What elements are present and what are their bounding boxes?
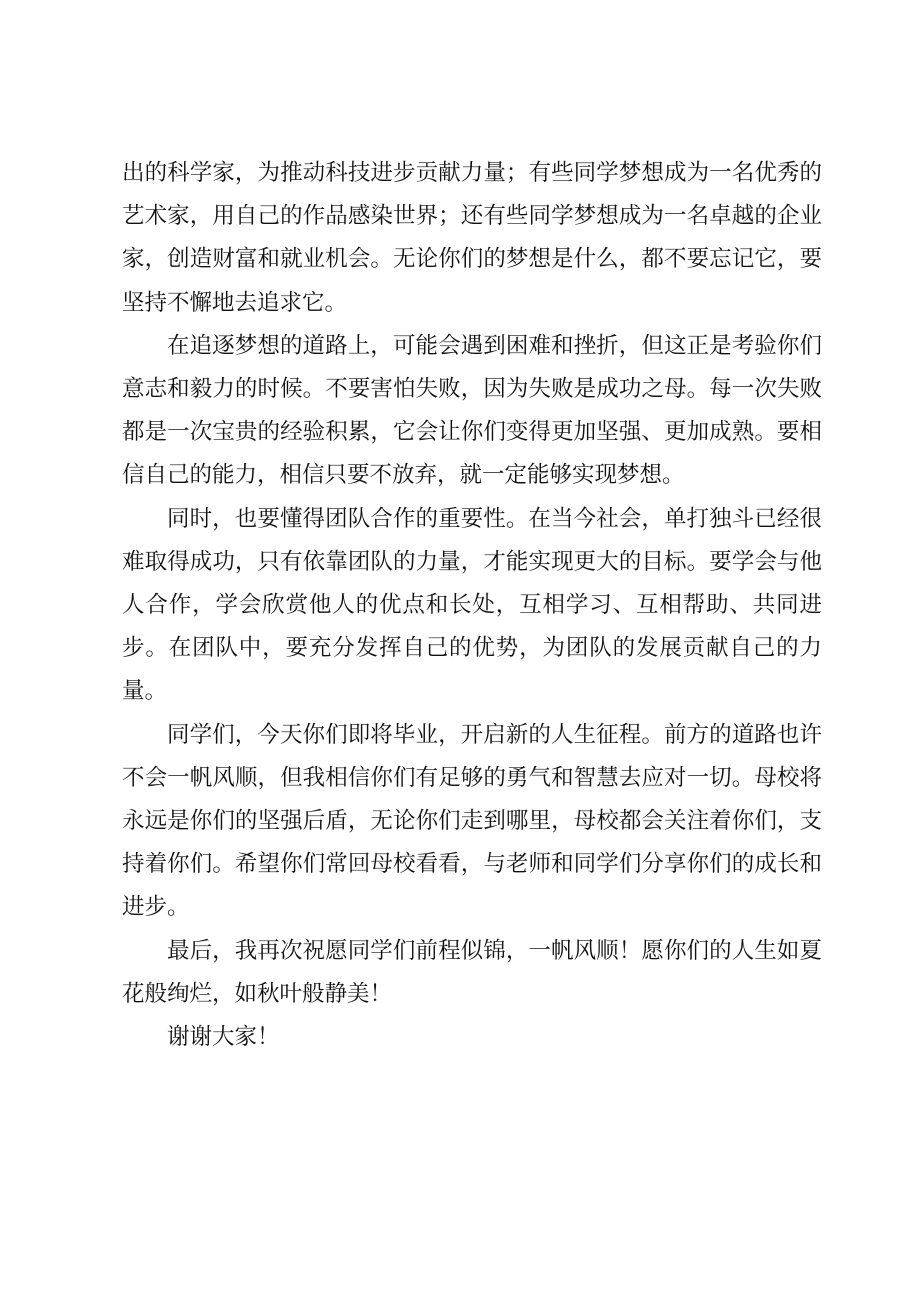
paragraph-teamwork: 同时，也要懂得团队合作的重要性。在当今社会，单打独斗已经很难取得成功，只有依靠团队的力量，才能实现更大的目标。要学会与他人合作，学会欣赏他人的优点和长处，互相学习、互相帮助、共同进步。在团队中，要充分发挥自己的优势，为团队的发展贡献自己的力量。 [122,505,822,705]
document-body [122,152,822,1059]
paragraph-thanks: 谢谢大家！ [167,1024,280,1051]
paragraph-dreams-continued: 出的科学家，为推动科技进步贡献力量；有些同学梦想成为一名优秀的艺术家，用自己的作品感染世界；还有些同学梦想成为一名卓越的企业家，创造财富和就业机会。无论你们的梦想是什么，都不要忘记它，要坚持不懈地去追求它。 [122,160,822,316]
paragraph-graduation: 同学们，今天你们即将毕业，开启新的人生征程。前方的道路也许不会一帆风顺，但我相信你们有足够的勇气和智慧去应对一切。母校将永远是你们的坚强后盾，无论你们走到哪里，母校都会关注着你们，支持着你们。希望你们常回母校看看，与老师和同学们分享你们的成长和进步。 [122,721,822,921]
paragraph-pursuing-dreams: 在追逐梦想的道路上，可能会遇到困难和挫折，但这正是考验你们意志和毅力的时候。不要害怕失败，因为失败是成功之母。每一次失败都是一次宝贵的经验积累，它会让你们变得更加坚强、更加成熟。要相信自己的能力，相信只要不放弃，就一定能够实现梦想。 [122,332,822,489]
paragraph-best-wishes: 最后，我再次祝愿同学们前程似锦，一帆风顺！愿你们的人生如夏花般绚烂，如秋叶般静美！ [122,937,822,1007]
